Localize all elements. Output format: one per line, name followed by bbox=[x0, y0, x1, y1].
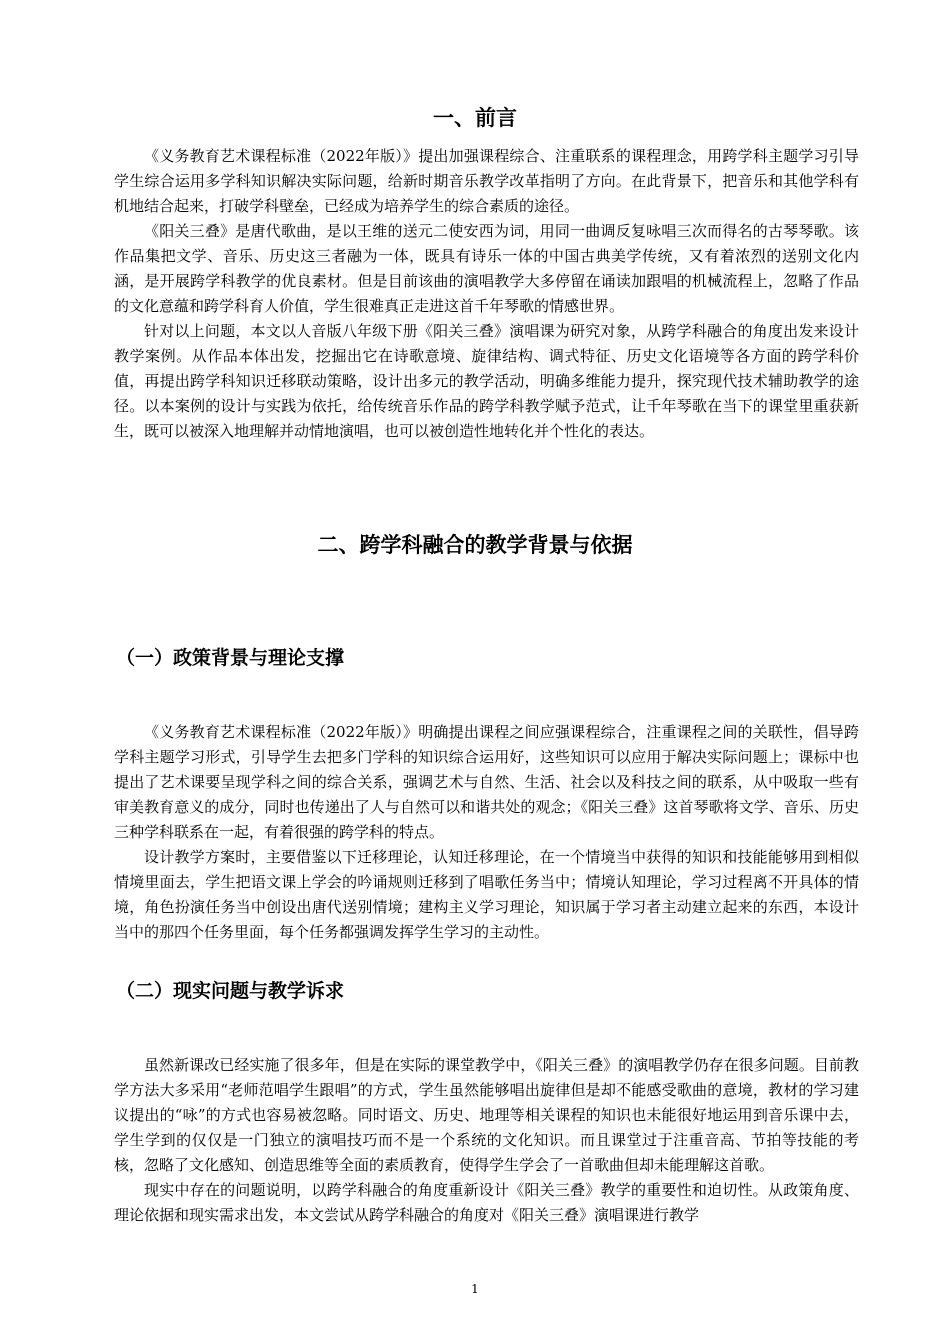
paragraph: 针对以上问题，本文以人音版八年级下册《阳关三叠》演唱课为研究对象，从跨学科融合的角度出发来设计教学案例。从作品本体出发，挖掘出它在诗歌意境、旋律结构、调式特征、历史文化语境等各方面的跨学科价值，再提出跨学科知识迁移联动策略，设计出多元的教学活动，明确多维能力提升，探究现代技术辅助教学的途径。以本案例的设计与实践为依托，给传统音乐作品的跨学科教学赋予范式，让千年琴歌在当下的课堂里重获新生，既可以被深入地理解并动情地演唱，也可以被创造性地转化并个性化的表达。 bbox=[114, 322, 859, 440]
paragraph: 现实中存在的问题说明，以跨学科融合的角度重新设计《阳关三叠》教学的重要性和迫切性。从政策角度、理论依据和现实需求出发，本文尝试从跨学科融合的角度对《阳关三叠》演唱课进行教学 bbox=[114, 1181, 859, 1224]
page-number: 1 bbox=[471, 1282, 479, 1296]
problems-body bbox=[114, 1053, 859, 1228]
paragraph: 设计教学方案时，主要借鉴以下迁移理论，认知迁移理论，在一个情境当中获得的知识和技能能够用到相似情境里面去，学生把语文课上学会的吟诵规则迁移到了唱歌任务当中；情境认知理论，学习过程离不开具体的情境，角色扮演任务当中创设出唐代送别情境；建构主义学习理论，知识属于学习者主动建立起来的东西，本设计当中的那四个任务里面，每个任务都强调发挥学生学习的主动性。 bbox=[114, 848, 859, 941]
paragraph: 《义务教育艺术课程标准（2022年版）》明确提出课程之间应强课程综合，注重课程之间的关联性，倡导跨学科主题学习形式，引导学生去把多门学科的知识综合运用好，这些知识可以应用于解决实际问题上；课标中也提出了艺术课要呈现学科之间的综合关系，强调艺术与自然、生活、社会以及科技之间的联系，从中吸取一些有审美教育意义的成分，同时也传递出了人与自然可以和谐共处的观念；《阳关三叠》这首琴歌将文学、音乐、历史三种学科联系在一起，有着很强的跨学科的特点。 bbox=[114, 723, 859, 841]
subsection-title-policy: （一）政策背景与理论支撑 bbox=[116, 647, 345, 669]
section-title-intro: 一、前言 bbox=[433, 106, 517, 130]
subsection-title-problems: （二）现实问题与教学诉求 bbox=[116, 980, 345, 1002]
intro-body bbox=[114, 144, 859, 444]
paragraph: 《义务教育艺术课程标准（2022年版）》提出加强课程综合、注重联系的课程理念，用跨学科主题学习引导学生综合运用多学科知识解决实际问题，给新时期音乐教学改革指明了方向。在此背景下，把音乐和其他学科有机地结合起来，打破学科壁垒，已经成为培养学生的综合素质的途径。 bbox=[114, 147, 859, 215]
section-title-background: 二、跨学科融合的教学背景与依据 bbox=[317, 533, 633, 557]
policy-body bbox=[114, 720, 859, 945]
paragraph: 虽然新课改已经实施了很多年，但是在实际的课堂教学中，《阳关三叠》的演唱教学仍存在很多问题。目前教学方法大多采用“老师范唱学生跟唱”的方式，学生虽然能够唱出旋律但是却不能感受歌曲的意境，教材的学习建议提出的“咏”的方式也容易被忽略。同时语文、历史、地理等相关课程的知识也未能很好地运用到音乐课中去，学生学到的仅仅是一门独立的演唱技巧而不是一个系统的文化知识。而且课堂过于注重音高、节拍等技能的考核，忽略了文化感知、创造思维等全面的素质教育，使得学生学会了一首歌曲但却未能理解这首歌。 bbox=[114, 1056, 859, 1174]
paragraph: 《阳关三叠》是唐代歌曲，是以王维的送元二使安西为词，用同一曲调反复咏唱三次而得名的古琴琴歌。该作品集把文学、音乐、历史这三者融为一体，既具有诗乐一体的中国古典美学传统，又有着浓烈的送别文化内涵，是开展跨学科教学的优良素材。但是目前该曲的演唱教学大多停留在诵读加跟唱的机械流程上，忽略了作品的文化意蕴和跨学科育人价值，学生很难真正走进这首千年琴歌的情感世界。 bbox=[114, 222, 859, 315]
